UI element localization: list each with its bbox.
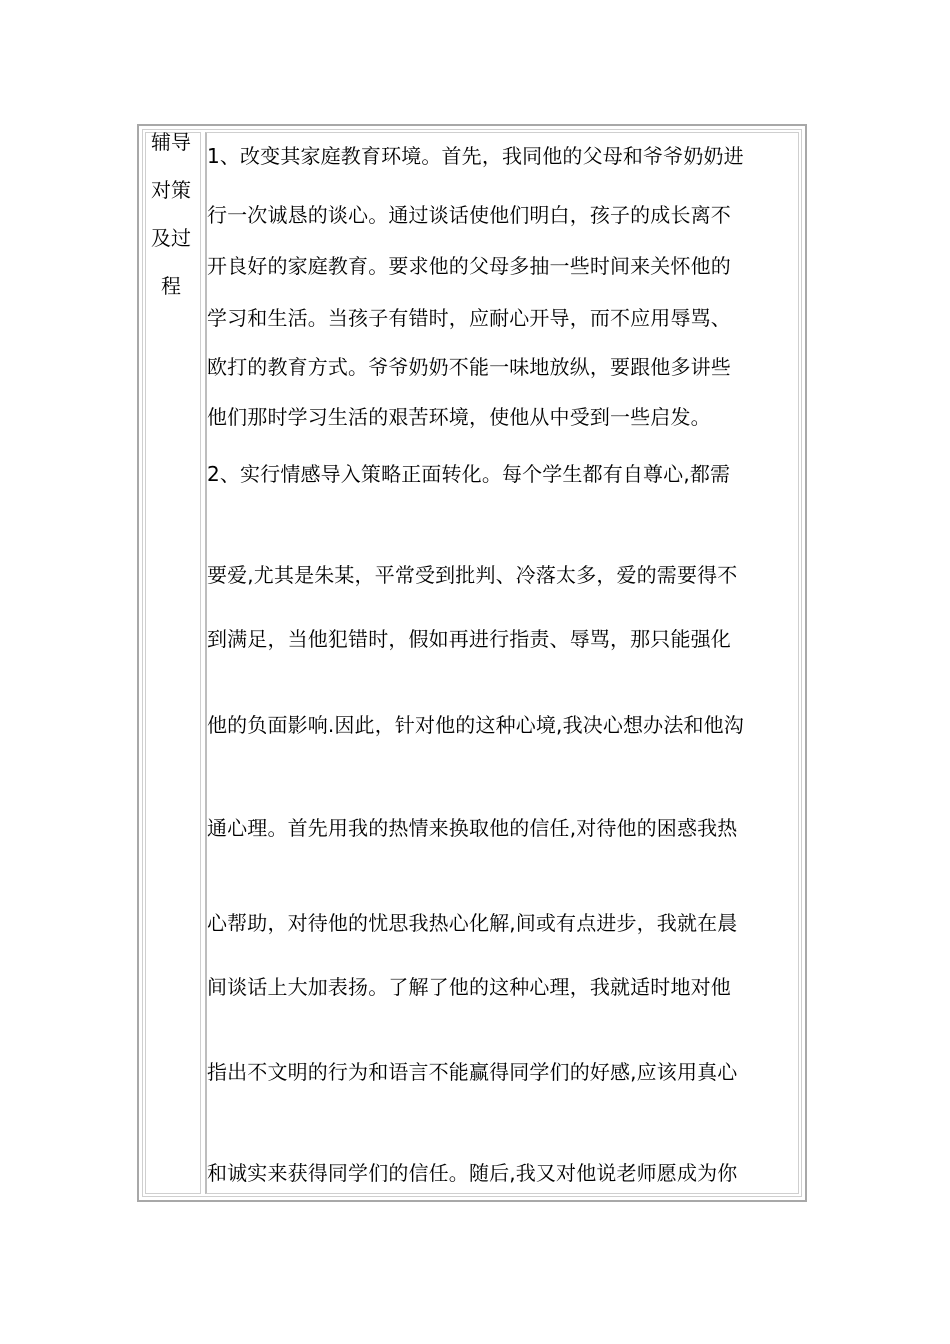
content-cell (205, 132, 799, 1194)
label-line: 辅导 (151, 130, 191, 154)
label-line: 及过 (151, 226, 191, 250)
label-line: 程 (161, 274, 181, 298)
label-line: 对策 (151, 178, 191, 202)
paragraph-line: 和诚实来获得同学们的信任。随后,我又对他说老师愿成为你 (207, 1161, 738, 1185)
paragraph-line: 2、实行情感导入策略正面转化。每个学生都有自尊心,都需 (207, 462, 731, 486)
paragraph-line: 他的负面影响.因此，针对他的这种心境,我决心想办法和他沟 (207, 713, 744, 737)
paragraph-line: 他们那时学习生活的艰苦环境，使他从中受到一些启发。 (207, 405, 711, 429)
paragraph-line: 指出不文明的行为和语言不能赢得同学们的好感,应该用真心 (207, 1060, 738, 1084)
paragraph-line: 到满足，当他犯错时，假如再进行指责、辱骂，那只能强化 (207, 627, 731, 651)
paragraph-line: 1、改变其家庭教育环境。首先，我同他的父母和爷爷奶奶进 (207, 144, 744, 168)
paragraph-line: 心帮助，对待他的忧思我热心化解,间或有点进步，我就在晨 (207, 911, 738, 935)
paragraph-line: 欧打的教育方式。爷爷奶奶不能一味地放纵，要跟他多讲些 (207, 355, 731, 379)
paragraph-line: 开良好的家庭教育。要求他的父母多抽一些时间来关怀他的 (207, 254, 731, 278)
paragraph-line: 通心理。首先用我的热情来换取他的信任,对待他的困惑我热 (207, 816, 738, 840)
paragraph-line: 要爱,尤其是朱某，平常受到批判、冷落太多，爱的需要得不 (207, 563, 738, 587)
paragraph-line: 间谈话上大加表扬。了解了他的这种心理，我就适时地对他 (207, 975, 731, 999)
paragraph-line: 行一次诚恳的谈心。通过谈话使他们明白，孩子的成长离不 (207, 203, 731, 227)
paragraph-line: 学习和生活。当孩子有错时，应耐心开导，而不应用辱骂、 (207, 306, 731, 330)
counseling-table (137, 124, 807, 1202)
